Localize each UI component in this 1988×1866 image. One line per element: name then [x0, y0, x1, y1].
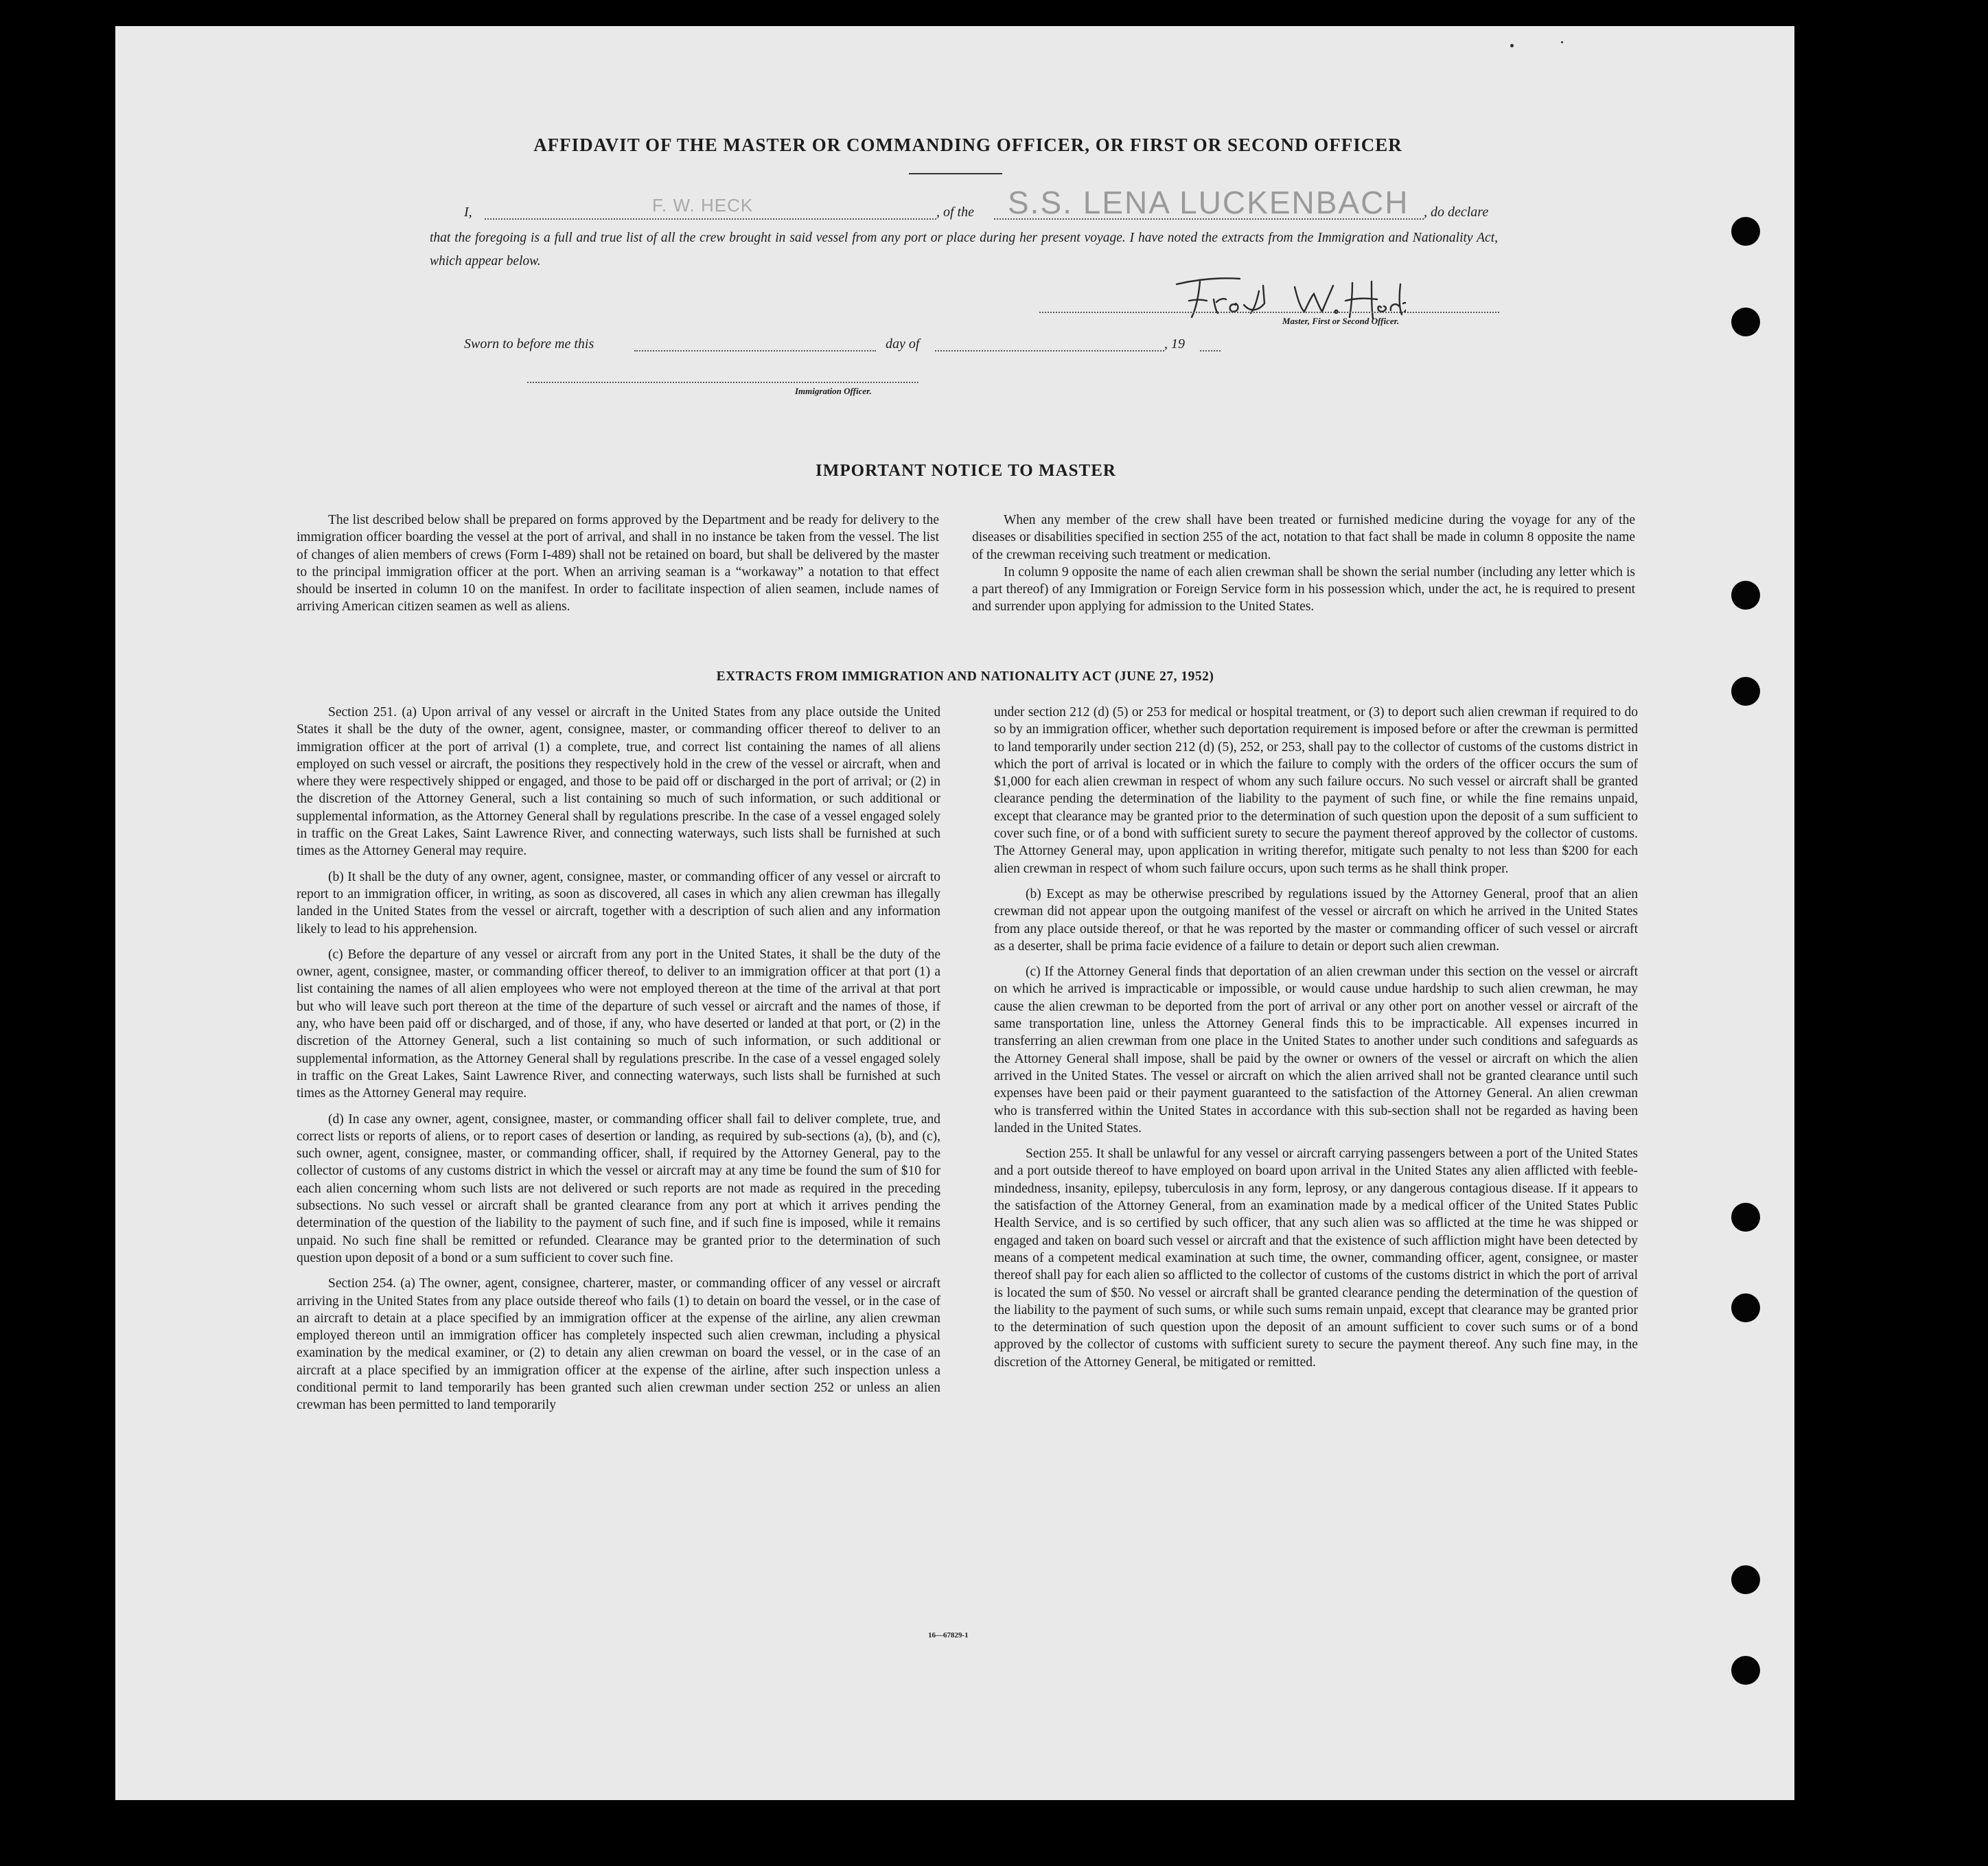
extracts-right-column	[994, 704, 1638, 1379]
notice-right-paragraph-1: When any member of the crew shall have been treated or furnished medicine during the voyage for any of the diseases or disabilities specified in section 255 of the act, notation to that fact shall be made in column 8 opposite the name of the crewman receiving such treatment or medication.	[972, 513, 1635, 562]
notice-left-paragraph: The list described below shall be prepared on forms approved by the Department and be ready for delivery to the immigration officer boarding the vessel at the port of arrival, and shall in no instance be taken from the vessel. The list of changes of alien members of crews (Form I-489) shall not be retained on board, but shall be delivered by the master to the principal immigration officer at the port. When an arriving seaman is a “workaway” a notation to that effect should be inserted in column 10 on the manifest. In order to facilitate inspection of alien seamen, include names of arriving American citizen seamen as well as aliens.	[297, 513, 939, 614]
extracts-title: EXTRACTS FROM IMMIGRATION AND NATIONALITY ACT (JUNE 27, 1952)	[716, 669, 1214, 684]
extract-paragraph-continued: under section 212 (d) (5) or 253 for medical or hospital treatment, or (3) to deport such alien crewman if required to do so by an immigration officer, whether such deportation requirement is imposed before or after the crewman is permitted to land temporarily under section 212 (d) (5), 252, or 253, shall pay to the collector of customs of the customs district in which the port of arrival is located or in which the failure to comply with the orders of the officer occurs the sum of $1,000 for each alien crewman in respect of whom any such failure occurs. No such vessel or aircraft shall be granted clearance pending the determination of the liability to the payment of such fine, or while the fine remains unpaid, except that clearance may be granted prior to the determination of such question upon the deposit of a sum sufficient to cover such fine, or of a bond with sufficient surety to secure the payment thereof approved by the collector of customs. The Attorney General may, upon application in writing therefor, mitigate such penalty to not less than $200 for each alien crewman in respect of whom such failure occurs, upon such terms as he shall think proper.	[994, 705, 1638, 876]
binder-hole	[1731, 1656, 1760, 1685]
sworn-year-line	[1200, 350, 1221, 352]
notice-left-column	[297, 511, 939, 624]
signature-caption: Master, First or Second Officer.	[1282, 316, 1400, 326]
title-rule	[909, 173, 1002, 174]
extract-paragraph: (d) In case any owner, agent, consignee, master, or commanding officer shall fail to deliver complete, true, and correct lists or reports of aliens, or to report cases of desertion or landing, as required by sub-sections (a), (b), and (c), such owner, agent, consignee, master, or commanding officer, shall, if required by the Attorney General, pay to the collector of customs of any customs district in which the vessel or aircraft may at any time be found the sum of $10 for each alien concerning whom such lists are not delivered or such reports are not made as required in the preceding subsections. No such vessel or aircraft shall be granted clearance from any port at which it arrives pending the determination of the question of the liability to the payment of such fine, and if such fine is imposed, while it remains unpaid. No such fine shall be remitted or refunded. Clearance may be granted prior to the determination of such question upon deposit of a bond or a sum sufficient to cover such fine.	[297, 1111, 940, 1265]
notice-right-paragraph-2: In column 9 opposite the name of each alien crewman shall be shown the serial number (including any letter which is a part thereof) of any Immigration or Foreign Service form in his possession which, under the act, he is required to present and surrender upon applying for admission to the United States.	[972, 564, 1635, 614]
of-the-label: , of the	[936, 205, 974, 220]
speck	[1561, 41, 1563, 43]
extracts-left-column	[297, 704, 940, 1422]
sworn-label: Sworn to before me this	[464, 336, 594, 352]
vessel-name-field[interactable]: S.S. LENA LUCKENBACH	[1008, 185, 1409, 220]
binder-hole	[1731, 1203, 1760, 1232]
form-code: 16—67829-1	[928, 1631, 969, 1639]
day-of-label: day of	[886, 336, 920, 352]
declaration-text: that the foregoing is a full and true list of all the crew brought in said vessel from any port or place during her present voyage. I have noted the extracts from the Immigration and Nationality Act, which appear below.	[430, 231, 1498, 268]
binder-hole	[1731, 308, 1760, 336]
extract-paragraph: Section 251. (a) Upon arrival of any vessel or aircraft in the United States from any place outside the United States it shall be the duty of the owner, agent, consignee, master, or commanding officer thereof to deliver to an immigration officer at the port of arrival (1) a complete, true, and correct list containing the names of all aliens employed on such vessel or aircraft, the positions they respectively hold in the crew of the vessel or aircraft, when and where they were respectively shipped or engaged, and those to be paid off or discharged in the port of arrival; or (2) in the discretion of the Attorney General, such a list containing so much of such information, or such additional or supplemental information, as the Attorney General shall by regulations prescribe. In the case of a vessel engaged solely in traffic on the Great Lakes, Saint Lawrence River, and connecting waterways, such lists shall be furnished at such times as the Attorney General may require.	[297, 705, 940, 859]
extract-paragraph: (b) Except as may be otherwise prescribed by regulations issued by the Attorney General, proof that an alien crewman did not appear upon the outgoing manifest of the vessel or aircraft on which he arrived in the United States from any place outside thereof, or that he was reported by the master or commanding officer of such vessel or aircraft as a deserter, shall be prima facie evidence of a failure to detain or deport such alien crewman.	[994, 886, 1638, 954]
binder-hole	[1731, 1565, 1760, 1594]
officer-signature-line	[527, 382, 918, 383]
officer-caption: Immigration Officer.	[795, 386, 872, 396]
master-name-field[interactable]: F. W. HECK	[652, 195, 754, 216]
extract-paragraph: (b) It shall be the duty of any owner, agent, consignee, master, or commanding officer of any vessel or aircraft to report to an immigration officer, in writing, as soon as discovered, all cases in which any alien crewman has illegally landed in the United States from the vessel or aircraft, together with a description of such alien and any information likely to lead to his apprehension.	[297, 869, 940, 936]
binder-hole	[1731, 581, 1760, 610]
extract-paragraph: Section 255. It shall be unlawful for any vessel or aircraft carrying passengers between a port of the United States and a port outside thereof to have employed on board upon arrival in the United States any alien afflicted with feeble-mindedness, insanity, epilepsy, tuberculosis in any form, leprosy, or any dangerous contagious disease. If it appears to the satisfaction of the Attorney General, from an examination made by a medical officer of the United States Public Health Service, and is so certified by such officer, that any such alien was so afflicted at the time he was shipped or engaged and taken on board such vessel or aircraft and that the existence of such affliction might have been detected by means of a competent medical examination at such time, the owner, commanding officer, agent, consignee, or master thereof shall pay for each alien so afflicted to the collector of customs of the customs district in which the port of arrival is located the sum of $50. No vessel or aircraft shall be granted clearance pending the determination of the question of the liability to the payment of such sums, or while such sums remain unpaid, except that clearance may be granted prior to the determination of such question upon the deposit of an amount sufficient to cover such sums or of a bond approved by the collector of customs with sufficient surety to secure the payment thereof. Any such fine may, in the discretion of the Attorney General, be mitigated or remitted.	[994, 1147, 1638, 1370]
signature-line	[1039, 312, 1499, 313]
extract-paragraph: (c) If the Attorney General finds that deportation of an alien crewman under this section on the vessel or aircraft on which he arrived is impracticable or impossible, or would cause undue hardship to such alien crewman, he may cause the alien crewman to be deported from the port of arrival or any other port on another vessel or aircraft of the same transportation line, unless the Attorney General finds this to be impracticable. All expenses incurred in transferring an alien crewman from one place in the United States to another under such conditions and safeguards as the Attorney General shall impose, shall be paid by the owner or owners of the vessel or aircraft on which the alien arrived in the United States. The vessel or aircraft on which the alien arrived shall not be granted clearance until such expenses have been paid or their payment guaranteed to the satisfaction of the Attorney General. An alien crewman who is transferred within the United States in accordance with this sub-section shall not be regarded as having been landed in the United States.	[994, 965, 1638, 1136]
sworn-month-line	[935, 350, 1164, 352]
i-label: I,	[464, 205, 472, 220]
notice-right-column	[972, 511, 1635, 616]
affidavit-title: AFFIDAVIT OF THE MASTER OR COMMANDING OFFICER, OR FIRST OR SECOND OFFICER	[533, 135, 1402, 155]
extract-paragraph: Section 254. (a) The owner, agent, consignee, charterer, master, or commanding officer of any vessel or aircraft arriving in the United States from any place outside thereof who fails (1) to detain on board the vessel, or in the case of an aircraft to detain at a place specified by an immigration officer at the expense of the airline, any alien crewman employed thereon until an immigration officer has completely inspected such alien crewman, including a physical examination by the medical examiner, or (2) to detain any alien crewman on board the vessel, or in the case of an aircraft at a place specified by an immigration officer at the expense of the airline, after such inspection unless a conditional permit to land temporarily has been granted such alien crewman under section 252 or unless an alien crewman has been permitted to land temporarily	[297, 1276, 940, 1413]
sworn-day-line	[634, 350, 876, 352]
name-line	[485, 218, 936, 220]
notice-title: IMPORTANT NOTICE TO MASTER	[816, 461, 1116, 480]
extract-paragraph: (c) Before the departure of any vessel or aircraft from any port in the United States, it shall be the duty of the owner, agent, consignee, master, or commanding officer thereof, to deliver to an immigration officer at that port (1) a list containing the names of all alien employees who were not employed thereon at the time of the arrival at that port but who will leave such port thereon at the time of the departure of such vessel or aircraft and the names of those, if any, who have been paid off or discharged, and of those, if any, who have deserted or landed at that port, or (2) in the discretion of the Attorney General, such a list containing so much of such information, or such additional or supplemental information, as the Attorney General shall by regulations prescribe. In the case of a vessel engaged solely in traffic on the Great Lakes, Saint Lawrence River, and connecting waterways, such lists shall be furnished at such times as the Attorney General may require.	[297, 947, 940, 1101]
year-label: , 19	[1164, 336, 1185, 352]
speck	[1510, 44, 1514, 47]
binder-hole	[1731, 1293, 1760, 1322]
do-declare-label: , do declare	[1424, 205, 1489, 220]
binder-hole	[1731, 217, 1760, 246]
